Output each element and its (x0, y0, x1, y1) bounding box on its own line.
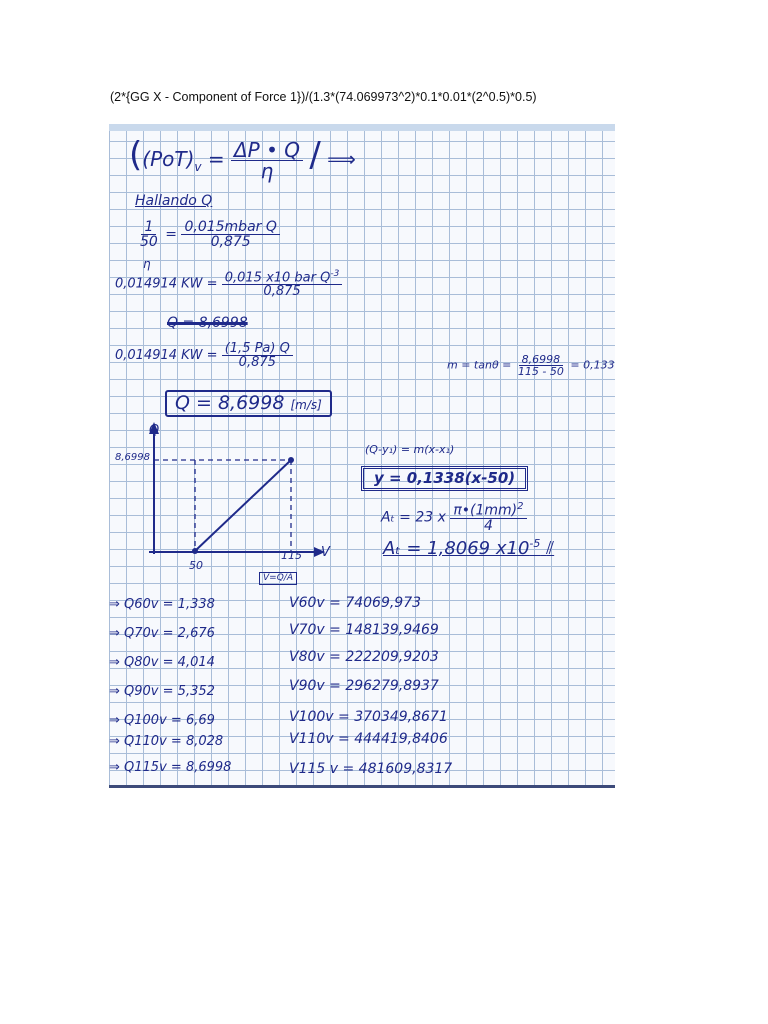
point-start (192, 548, 198, 554)
v-row: V70v = 148139,9469 (289, 622, 439, 638)
eff-den: 50 (140, 234, 158, 250)
eta-label: η (143, 257, 151, 271)
area-lhs: Aₜ = 23 x (381, 509, 446, 526)
line2-den: 0,875 (263, 284, 301, 300)
line1-den: 0,875 (210, 234, 251, 250)
power-denominator: η (260, 159, 274, 183)
y-tick-label: 8,6998 (115, 452, 150, 463)
notebook-page-image (109, 124, 615, 788)
x-tick-50: 50 (189, 559, 203, 572)
struck-out-result: Q = 8,6998 (167, 315, 248, 331)
point-slope-form: (Q-y₁) = m(x-x₁) (365, 443, 455, 456)
v-row: V80v = 222209,9203 (289, 649, 439, 665)
q-row: ⇒ Q100v = 6,69 (109, 713, 215, 728)
slope-num: 8,6998 (519, 354, 564, 366)
flow-result: Q = 8,6998 (175, 392, 285, 414)
y-axis-label: Q (149, 423, 160, 438)
q-row: ⇒ Q60v = 1,338 (109, 597, 215, 612)
q-row: ⇒ Q115v = 8,6998 (109, 760, 232, 775)
eff-num: 1 (141, 220, 156, 235)
power-numerator: ΔP • Q (231, 140, 303, 161)
line1-num: 0,015mbar Q (181, 220, 279, 235)
v-row: V60v = 74069,973 (289, 595, 422, 611)
formula-header: (2*{GG X - Component of Force 1})/(1.3*(74.069973^2)*0.1*0.01*(2^0.5)*0.5) (110, 90, 537, 104)
velocity-note: V=Q/A (259, 572, 297, 585)
equation-line-1: $\frac{1}{50}$ = $\frac{\text{0,015mbar Q}}{0,875}$ (137, 220, 280, 249)
line3-num: (1,5 Pa) Q (222, 342, 293, 356)
slope-lhs: m = tanθ = (447, 358, 512, 372)
q-vs-v-line (195, 460, 291, 551)
power-lhs-sub: v (194, 160, 202, 174)
area-num: $\pi•(1mm)^2$ (450, 502, 526, 519)
q-row: ⇒ Q70v = 2,676 (109, 626, 215, 641)
line2-lhs: 0,014914 KW = (115, 276, 218, 292)
power-lhs: (PoT) (142, 147, 195, 171)
x-tick-115: 115 (281, 549, 302, 562)
page-bottom-edge (109, 785, 615, 788)
v-row: V110v = 444419,8406 (289, 731, 448, 747)
v-row: V115 v = 481609,8317 (289, 761, 453, 777)
power-formula: ($(PoT)_v$ = $\frac{\Delta P • Q}{\eta}$ / ⟹ (129, 135, 356, 183)
v-row: V90v = 296279,8937 (289, 678, 439, 694)
v-row: V100v = 370349,8671 (289, 709, 448, 725)
area-result: Aₜ = 1,8069 $x10^{-5}$ ⫽ (383, 537, 555, 559)
slope-den: 115 - 50 (517, 365, 564, 378)
area-den: 4 (483, 517, 493, 534)
q-row: ⇒ Q90v = 5,352 (109, 684, 215, 699)
x-axis-label: V (321, 545, 330, 560)
line-equation-box: y = 0,1338(x-50) (361, 466, 528, 491)
q-row: ⇒ Q110v = 8,028 (109, 734, 224, 749)
point-end (288, 457, 294, 463)
q-row: ⇒ Q80v = 4,014 (109, 655, 215, 670)
flow-unit: [m/s] (290, 398, 322, 412)
line3-den: 0,875 (238, 355, 276, 370)
line3-lhs: 0,014914 KW = (115, 348, 218, 363)
slope-result: = 0,133 (570, 358, 615, 372)
line2-num: 0,015 x10 bar $Q^{-3}$ (222, 270, 343, 285)
hallando-heading: Hallando Q (135, 193, 213, 209)
